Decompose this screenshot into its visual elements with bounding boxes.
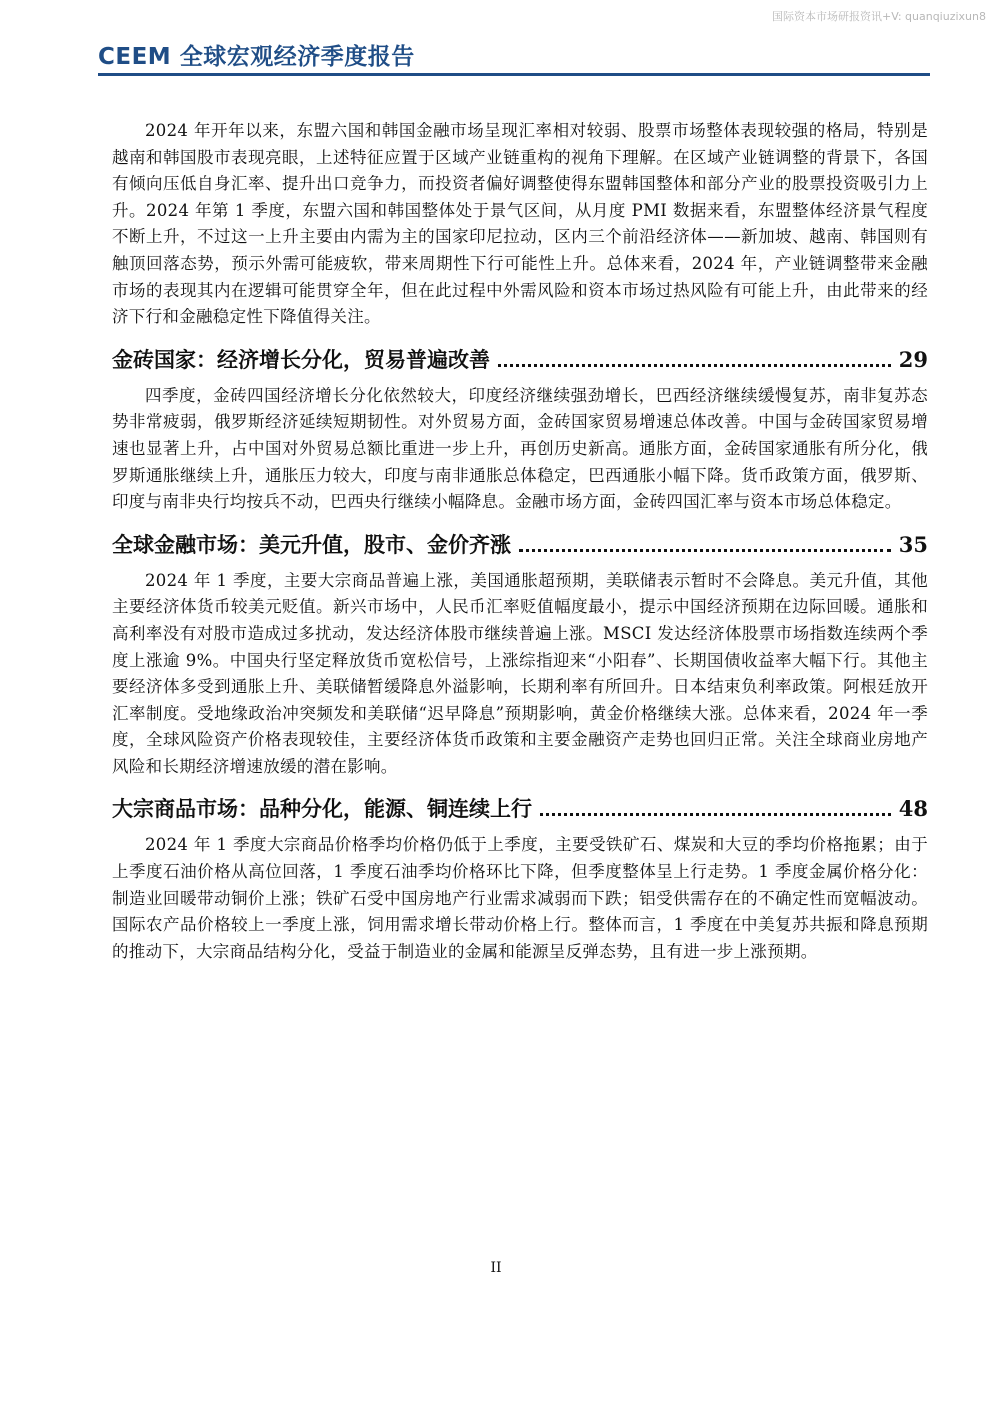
section-page-brics: 29 (898, 346, 928, 372)
dot-leader (519, 549, 891, 552)
section-page-global-financial-markets: 35 (898, 531, 928, 557)
watermark-text: 国际资本市场研报资讯+V: quanqiuzixun8 (771, 10, 986, 23)
toc-entry-brics[interactable] (112, 345, 928, 375)
header-divider (98, 73, 930, 76)
report-header-title: CEEM 全球宏观经济季度报告 (98, 44, 415, 70)
intro-paragraph: 2024 年开年以来，东盟六国和韩国金融市场呈现汇率相对较弱、股票市场整体表现较强的格局，特别是越南和韩国股市表现亮眼，上述特征应置于区域产业链重构的视角下理解。在区域产业链调整的背景下，各国有倾向压低自身汇率、提升出口竞争力，而投资者偏好调整使得东盟韩国整体和部分产业的股票投资吸引力上升。2024 年第 1 季度，东盟六国和韩国整体处于景气区间，从月度 PMI 数据来看，东盟整体经济景气程度不断上升，不过这一上升主要由内需为主的国家印尼拉动，区内三个前沿经济体——新加坡、越南、韩国则有触顶回落态势，预示外需可能疲软，带来周期性下行可能性上升。总体来看，2024 年，产业链调整带来金融市场的表现其内在逻辑可能贯穿全年，但在此过程中外需风险和资本市场过热风险有可能上升，由此带来的经济下行和金融稳定性下降值得关注。 (112, 121, 928, 327)
section-paragraph-global-financial-markets: 2024 年 1 季度，主要大宗商品普遍上涨，美国通胀超预期，美联储表示暂时不会降息。美元升值，其他主要经济体货币较美元贬值。新兴市场中，人民币汇率贬值幅度最小，提示中国经济预期在边际回暖。通胀和高利率没有对股市造成过多扰动，发达经济体股市继续普遍上涨。MSCI 发达经济体股票市场指数连续两个季度上涨逾 9%。中国央行坚定释放货币宽松信号，上涨综指迎来“小阳春”、长期国债收益率大幅下行。其他主要经济体多受到通胀上升、美联储暂缓降息外溢影响，长期利率有所回升。日本结束负利率政策。阿根廷放开汇率制度。受地缘政治冲突频发和美联储“迟早降息”预期影响，黄金价格继续大涨。总体来看，2024 年一季度，全球风险资产价格表现较佳，主要经济体货币政策和主要金融资产走势也回归正常。关注全球商业房地产风险和长期经济增速放缓的潜在影响。 (112, 570, 928, 776)
page-number: II (490, 1260, 502, 1276)
section-title-commodities: 大宗商品市场：品种分化，能源、铜连续上行 (112, 797, 532, 822)
toc-entry-global-financial-markets[interactable] (112, 530, 928, 560)
section-page-commodities: 48 (898, 796, 928, 822)
section-paragraph-commodities: 2024 年 1 季度大宗商品价格季均价格仍低于上季度，主要受铁矿石、煤炭和大豆的季均价格拖累；由于上季度石油价格从高位回落，1 季度石油季均价格环比下降，但季度整体呈上行走势。1 季度金属价格分化：制造业回暖带动铜价上涨；铁矿石受中国房地产行业需求减弱而下跌；铝受供需存在的不确定性而宽幅波动。国际农产品价格较上一季度上涨，饲用需求增长带动价格上行。整体而言，1 季度在中美复苏共振和降息预期的推动下，大宗商品结构分化，受益于制造业的金属和能源呈反弹态势，且有进一步上涨预期。 (112, 835, 928, 961)
section-title-brics: 金砖国家：经济增长分化，贸易普遍改善 (112, 347, 490, 372)
dot-leader (540, 813, 891, 816)
toc-entry-commodities[interactable] (112, 794, 928, 824)
page-content (112, 118, 928, 965)
section-title-global-financial-markets: 全球金融市场：美元升值，股市、金价齐涨 (112, 532, 511, 557)
dot-leader (498, 364, 891, 367)
section-paragraph-brics: 四季度，金砖四国经济增长分化依然较大，印度经济继续强劲增长，巴西经济继续缓慢复苏，南非复苏态势非常疲弱，俄罗斯经济延续短期韧性。对外贸易方面，金砖国家贸易增速总体改善。中国与金砖国家贸易增速也显著上升，占中国对外贸易总额比重进一步上升，再创历史新高。通胀方面，金砖国家通胀有所分化，俄罗斯通胀继续上升，通胀压力较大，印度与南非通胀总体稳定，巴西通胀小幅下降。货币政策方面，俄罗斯、印度与南非央行均按兵不动，巴西央行继续小幅降息。金融市场方面，金砖四国汇率与资本市场总体稳定。 (112, 385, 928, 512)
